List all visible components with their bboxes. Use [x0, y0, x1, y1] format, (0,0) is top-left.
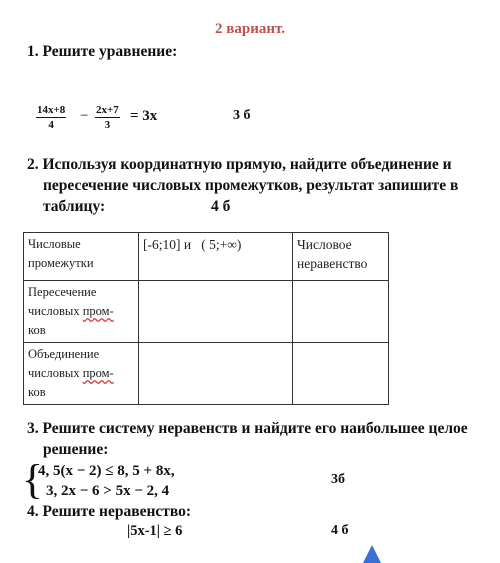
table-cell	[293, 233, 389, 281]
task4-expression: |5x-1| ≥ 6	[127, 523, 183, 539]
table-cell-empty	[139, 343, 293, 405]
table-cell	[24, 281, 139, 343]
task1-points: 3 б	[233, 108, 251, 123]
task3-points: 3б	[331, 472, 345, 487]
table-cell-empty	[293, 343, 389, 405]
cell-intervals-label: Числовые промежутки	[28, 237, 94, 270]
cell-interval-b: ( 5;+∞)	[201, 237, 242, 252]
task4-title: 4. Решите неравенство:	[27, 503, 192, 520]
system-inequality-1: 4, 5(x − 2) ≤ 8, 5 + 8x,	[38, 463, 175, 479]
fraction-2-numerator: 2x+7	[96, 104, 119, 116]
cell-union-label: Объединение числовых	[28, 347, 100, 380]
task4-points: 4 б	[331, 523, 349, 538]
task2-line2: пересечение числовых промежутков, результат запишите в	[43, 177, 459, 194]
spellcheck-word: пром-	[82, 304, 114, 318]
task2-line3: таблицу:	[43, 198, 106, 215]
task3-line1: 3. Решите систему неравенств и найдите его наибольшее целое	[27, 420, 468, 437]
table-row	[24, 281, 389, 343]
intervals-table	[23, 232, 389, 405]
table-cell	[24, 343, 139, 405]
equation-rhs: = 3x	[130, 108, 158, 124]
fraction-2	[95, 104, 120, 131]
scroll-up-arrow-icon[interactable]	[361, 543, 383, 563]
table-row	[24, 233, 389, 281]
fraction-1-numerator: 14x+8	[37, 104, 66, 116]
table-cell	[24, 233, 139, 281]
fraction-2-denominator: 3	[104, 119, 111, 131]
cell-inequality-label: Числовое неравенство	[297, 237, 368, 271]
fraction-1	[36, 104, 66, 131]
cell-intersection-label: Пересечение числовых	[28, 285, 97, 318]
system-inequality-2: 3, 2x − 6 > 5x − 2, 4	[46, 483, 170, 499]
minus-sign: −	[80, 108, 89, 124]
table-cell	[139, 233, 293, 281]
table-cell-empty	[293, 281, 389, 343]
cell-intersection-label-end: ков	[28, 323, 46, 337]
cell-interval-a: [-6;10] и	[143, 237, 192, 252]
system-brace: {	[22, 456, 44, 503]
cell-union-label-end: ков	[28, 385, 46, 399]
task3-line2: решение:	[43, 441, 109, 458]
table-cell-empty	[139, 281, 293, 343]
variant-title: 2 вариант.	[215, 21, 285, 37]
task1-title: 1. Решите уравнение:	[27, 43, 178, 60]
task2-line1: 2. Используя координатную прямую, найдите объединение и	[27, 156, 452, 173]
fraction-1-denominator: 4	[48, 119, 54, 131]
table-row	[24, 343, 389, 405]
spellcheck-word: пром-	[82, 366, 114, 380]
task2-points: 4 б	[211, 198, 231, 215]
